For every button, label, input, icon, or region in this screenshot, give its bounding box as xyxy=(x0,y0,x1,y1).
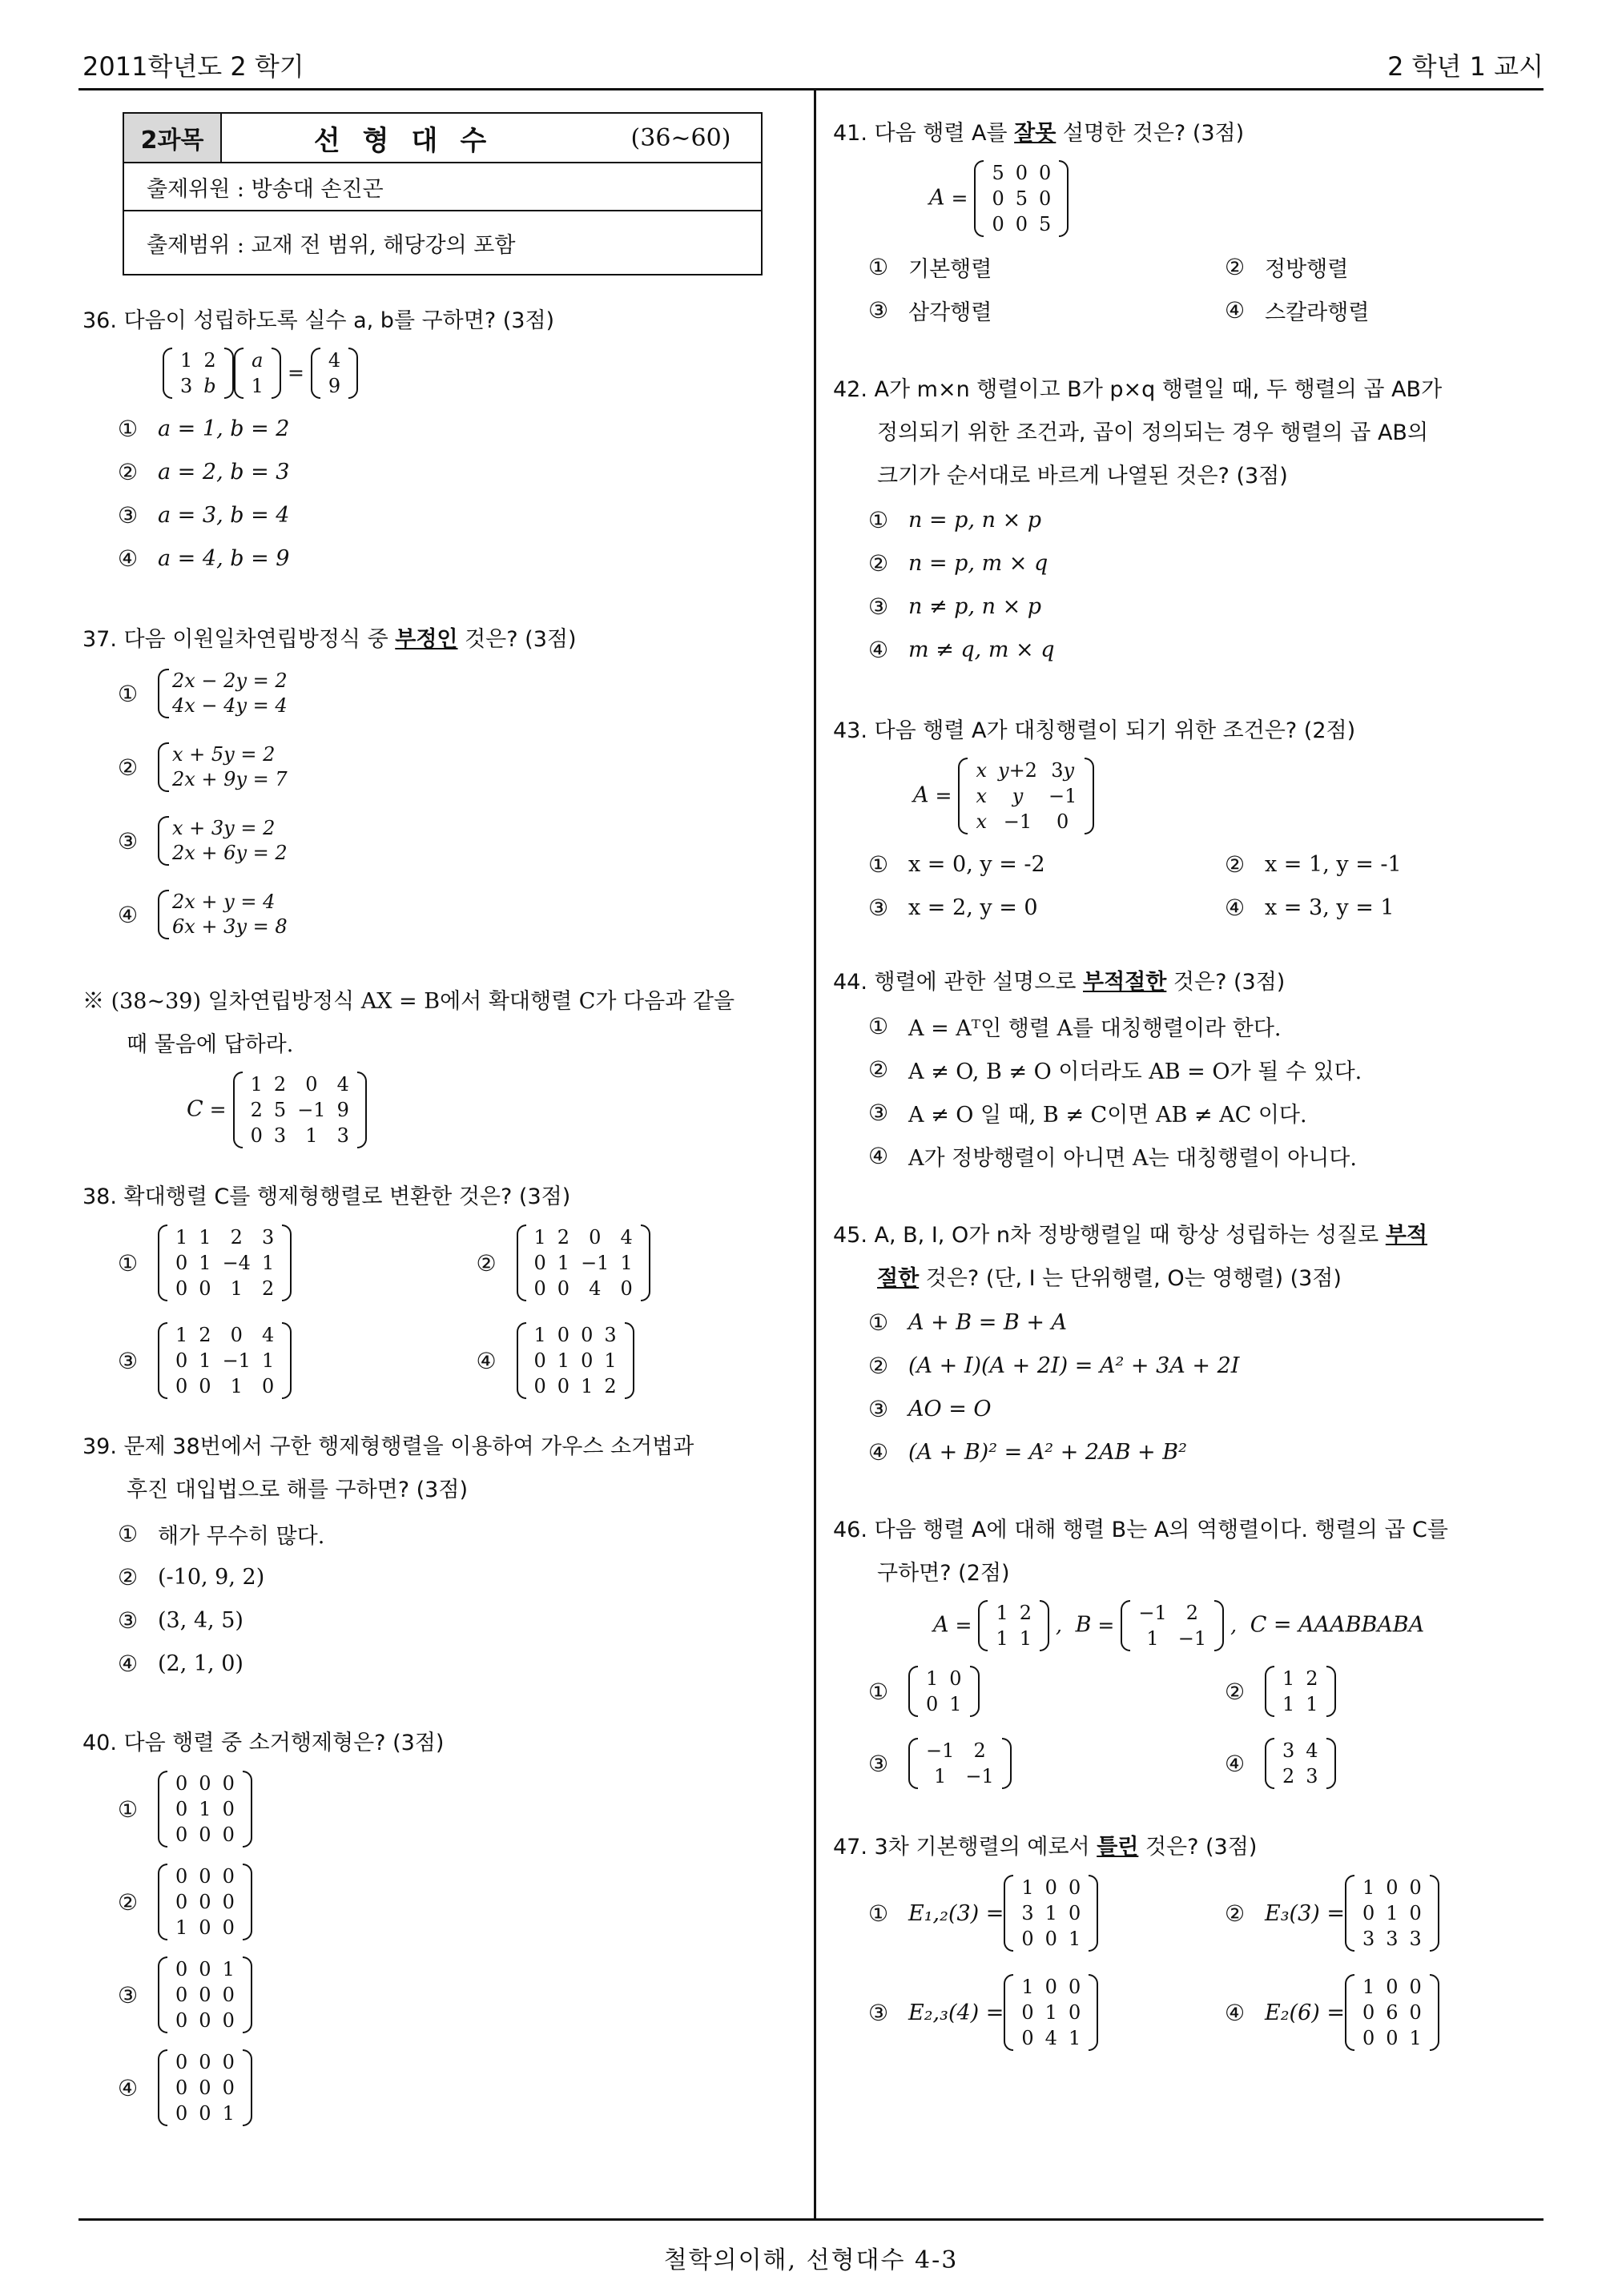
c-definition: C = AAABBABA xyxy=(1250,1612,1425,1638)
question-39 xyxy=(83,1425,799,1685)
q41-option-4[interactable]: ④ 스칼라행렬 xyxy=(1225,296,1370,325)
question-47 xyxy=(833,1826,1546,2057)
subject-examiner: 출제위원 : 방송대 손진곤 xyxy=(124,163,761,211)
q37-option-4[interactable]: ④ 2x + y = 4 6x + 3y = 8 xyxy=(118,891,288,938)
subject-range: (36~60) xyxy=(630,123,731,152)
q42-option-1[interactable]: ① n = p, n × p xyxy=(868,506,1042,533)
q38-option-4[interactable]: ④ 1 0 0 3 0 1 0 1 0 0 1 2 xyxy=(441,1317,800,1405)
q40-option-4[interactable]: ④ 0 0 0 0 0 0 0 0 1 xyxy=(83,2044,799,2132)
question-42-stem-1: 42. A가 m×n 행렬이고 B가 p×q 행렬일 때, 두 행렬의 곱 AB가 xyxy=(833,377,1443,402)
question-36-stem: 36. 다음이 성립하도록 실수 a, b를 구하면? (3점) xyxy=(83,308,555,333)
question-46 xyxy=(833,1509,1546,1795)
page-footer: 철학의이해, 선형대수 4-3 xyxy=(663,2246,959,2274)
question-38-stem: 38. 확대행렬 C를 행제형행렬로 변환한 것은? (3점) xyxy=(83,1184,571,1209)
question-37 xyxy=(83,618,799,947)
subject-box xyxy=(123,112,763,275)
q47-option-4[interactable]: ④ E₂(6) = 1 0 0 0 6 0 0 0 1 xyxy=(1189,1968,1546,2057)
q45-option-2[interactable]: ② (A + I)(A + 2I) = A² + 3A + 2I xyxy=(868,1352,1240,1379)
question-45 xyxy=(833,1214,1546,1474)
note-38-39 xyxy=(83,980,799,1148)
subject-scope: 출제범위 : 교재 전 범위, 해당강의 포함 xyxy=(147,232,516,258)
matrix-C: C = 1 2 0 4 2 5 −1 9 0 3 1 3 xyxy=(83,1072,799,1148)
q38-option-3[interactable]: ③ 1 2 0 4 0 1 −1 1 0 0 1 0 xyxy=(83,1317,441,1405)
question-45-stem-1: 45. A, B, I, O가 n차 정방행렬일 때 항상 성립하는 성질로 부적 xyxy=(833,1223,1427,1248)
question-43 xyxy=(833,710,1546,929)
question-36 xyxy=(83,300,799,580)
q44-option-2[interactable]: ② A ≠ O, B ≠ O 이더라도 AB = O가 될 수 있다. xyxy=(868,1056,1362,1084)
q46-option-4[interactable]: ④ 3 4 2 3 xyxy=(1189,1731,1546,1795)
q36-option-2[interactable]: ② a = 2, b = 3 xyxy=(118,458,290,485)
q42-option-3[interactable]: ③ n ≠ p, n × p xyxy=(868,593,1042,620)
question-46-stem-2: 구하면? (2점) xyxy=(877,1561,1010,1586)
right-column xyxy=(833,112,1546,2057)
q36-option-1[interactable]: ① a = 1, b = 2 xyxy=(118,415,290,442)
q39-option-3[interactable]: ③ (3, 4, 5) xyxy=(118,1606,244,1634)
q39-option-4[interactable]: ④ (2, 1, 0) xyxy=(118,1650,244,1677)
left-column xyxy=(83,112,799,2132)
q43-option-2[interactable]: ② x = 1, y = -1 xyxy=(1225,850,1402,878)
question-43-matrix: A = x y+2 3y x y −1 x −1 0 xyxy=(833,758,1546,834)
question-43-stem: 43. 다음 행렬 A가 대칭행렬이 되기 위한 조건은? (2점) xyxy=(833,718,1356,743)
q47-option-3[interactable]: ③ E₂,₃(4) = 1 0 0 0 1 0 0 4 1 xyxy=(833,1968,1189,2057)
q43-option-4[interactable]: ④ x = 3, y = 1 xyxy=(1225,894,1395,921)
q41-option-2[interactable]: ② 정방행렬 xyxy=(1225,253,1349,282)
header-left: 2011학년도 2 학기 xyxy=(83,51,304,82)
question-42 xyxy=(833,368,1546,671)
q47-option-1[interactable]: ① E₁,₂(3) = 1 0 0 3 1 0 0 0 1 xyxy=(833,1869,1189,1957)
q38-option-2[interactable]: ② 1 2 0 4 0 1 −1 1 0 0 4 0 xyxy=(441,1219,800,1307)
q37-option-1[interactable]: ① 2x − 2y = 2 4x − 4y = 4 xyxy=(118,669,288,717)
q41-option-3[interactable]: ③ 삼각행렬 xyxy=(868,296,992,325)
question-36-equation: 1 2 3 b a 1 = 4 9 xyxy=(83,348,799,399)
question-39-stem-1: 39. 문제 38번에서 구한 행제형행렬을 이용하여 가우스 소거법과 xyxy=(83,1434,694,1459)
q45-option-1[interactable]: ① A + B = B + A xyxy=(868,1309,1068,1336)
question-38 xyxy=(83,1176,799,1405)
question-42-stem-2: 정의되기 위한 조건과, 곱이 정의되는 경우 행렬의 곱 AB의 xyxy=(877,420,1429,445)
question-44-stem: 44. 행렬에 관한 설명으로 부적절한 것은? (3점) xyxy=(833,970,1286,995)
question-46-stem-1: 46. 다음 행렬 A에 대해 행렬 B는 A의 역행렬이다. 행렬의 곱 C를 xyxy=(833,1518,1448,1542)
q39-option-2[interactable]: ② (-10, 9, 2) xyxy=(118,1563,265,1590)
q38-option-1[interactable]: ① 1 1 2 3 0 1 −4 1 0 0 1 2 xyxy=(83,1219,441,1307)
question-41-matrix: A = 5 0 0 0 5 0 0 0 5 xyxy=(833,160,1546,237)
question-42-stem-3: 크기가 순서대로 바르게 나열된 것은? (3점) xyxy=(877,464,1288,489)
q46-option-1[interactable]: ① 1 0 0 1 xyxy=(833,1659,1189,1723)
subject-code: 2과목 xyxy=(124,114,222,162)
q44-option-1[interactable]: ① A = Aᵀ인 행렬 A를 대칭행렬이라 한다. xyxy=(868,1012,1282,1041)
q46-option-2[interactable]: ② 1 2 1 1 xyxy=(1189,1659,1546,1723)
q46-option-3[interactable]: ③ −1 2 1 −1 xyxy=(833,1731,1189,1795)
q40-option-3[interactable]: ③ 0 0 1 0 0 0 0 0 0 xyxy=(83,1951,799,2039)
question-45-stem-2: 절한 것은? (단, I 는 단위행렬, O는 영행렬) (3점) xyxy=(877,1266,1342,1291)
question-40 xyxy=(83,1722,799,2132)
question-46-definitions: A = 1 2 1 1 , B = −1 2 1 −1 , C = AAABBABA xyxy=(933,1602,1425,1650)
q39-option-1[interactable]: ① 해가 무수히 많다. xyxy=(118,1520,325,1549)
column-divider xyxy=(814,90,816,2218)
note-line-1: ※ (38~39) 일차연립방정식 AX = B에서 확대행렬 C가 다음과 같을 xyxy=(83,989,735,1014)
question-44 xyxy=(833,961,1546,1177)
question-37-stem: 37. 다음 이원일차연립방정식 중 부정인 것은? (3점) xyxy=(83,627,577,652)
bottom-rule xyxy=(78,2218,1544,2221)
header-right: 2 학년 1 교시 xyxy=(1387,51,1544,82)
q42-option-2[interactable]: ② n = p, m × q xyxy=(868,549,1048,577)
q36-option-4[interactable]: ④ a = 4, b = 9 xyxy=(118,545,290,572)
question-41 xyxy=(833,112,1546,332)
q41-option-1[interactable]: ① 기본행렬 xyxy=(868,253,992,282)
q44-option-4[interactable]: ④ A가 정방행렬이 아니면 A는 대칭행렬이 아니다. xyxy=(868,1142,1357,1171)
q43-option-1[interactable]: ① x = 0, y = -2 xyxy=(868,850,1045,878)
question-40-stem: 40. 다음 행렬 중 소거행제형은? (3점) xyxy=(83,1731,445,1755)
question-47-stem: 47. 3차 기본행렬의 예로서 틀린 것은? (3점) xyxy=(833,1835,1258,1860)
q36-option-3[interactable]: ③ a = 3, b = 4 xyxy=(118,501,290,529)
subject-title: 선형대수 xyxy=(313,124,509,157)
q43-option-3[interactable]: ③ x = 2, y = 0 xyxy=(868,894,1038,921)
q47-option-2[interactable]: ② E₃(3) = 1 0 0 0 1 0 3 3 3 xyxy=(1189,1869,1546,1957)
note-line-2: 때 물음에 답하라. xyxy=(127,1032,294,1057)
q37-option-3[interactable]: ③ x + 3y = 2 2x + 6y = 2 xyxy=(118,817,288,864)
q45-option-3[interactable]: ③ AO = O xyxy=(868,1395,992,1422)
q42-option-4[interactable]: ④ m ≠ q, m × q xyxy=(868,636,1055,663)
q45-option-4[interactable]: ④ (A + B)² = A² + 2AB + B² xyxy=(868,1438,1187,1466)
q37-option-2[interactable]: ② x + 5y = 2 2x + 9y = 7 xyxy=(118,743,288,790)
q40-option-2[interactable]: ② 0 0 0 0 0 0 1 0 0 xyxy=(83,1858,799,1946)
question-41-stem: 41. 다음 행렬 A를 잘못 설명한 것은? (3점) xyxy=(833,121,1245,146)
q44-option-3[interactable]: ③ A ≠ O 일 때, B ≠ C이면 AB ≠ AC 이다. xyxy=(868,1099,1307,1128)
question-39-stem-2: 후진 대입법으로 해를 구하면? (3점) xyxy=(127,1478,468,1502)
top-rule xyxy=(78,88,1544,90)
q40-option-1[interactable]: ① 0 0 0 0 1 0 0 0 0 xyxy=(83,1765,799,1853)
